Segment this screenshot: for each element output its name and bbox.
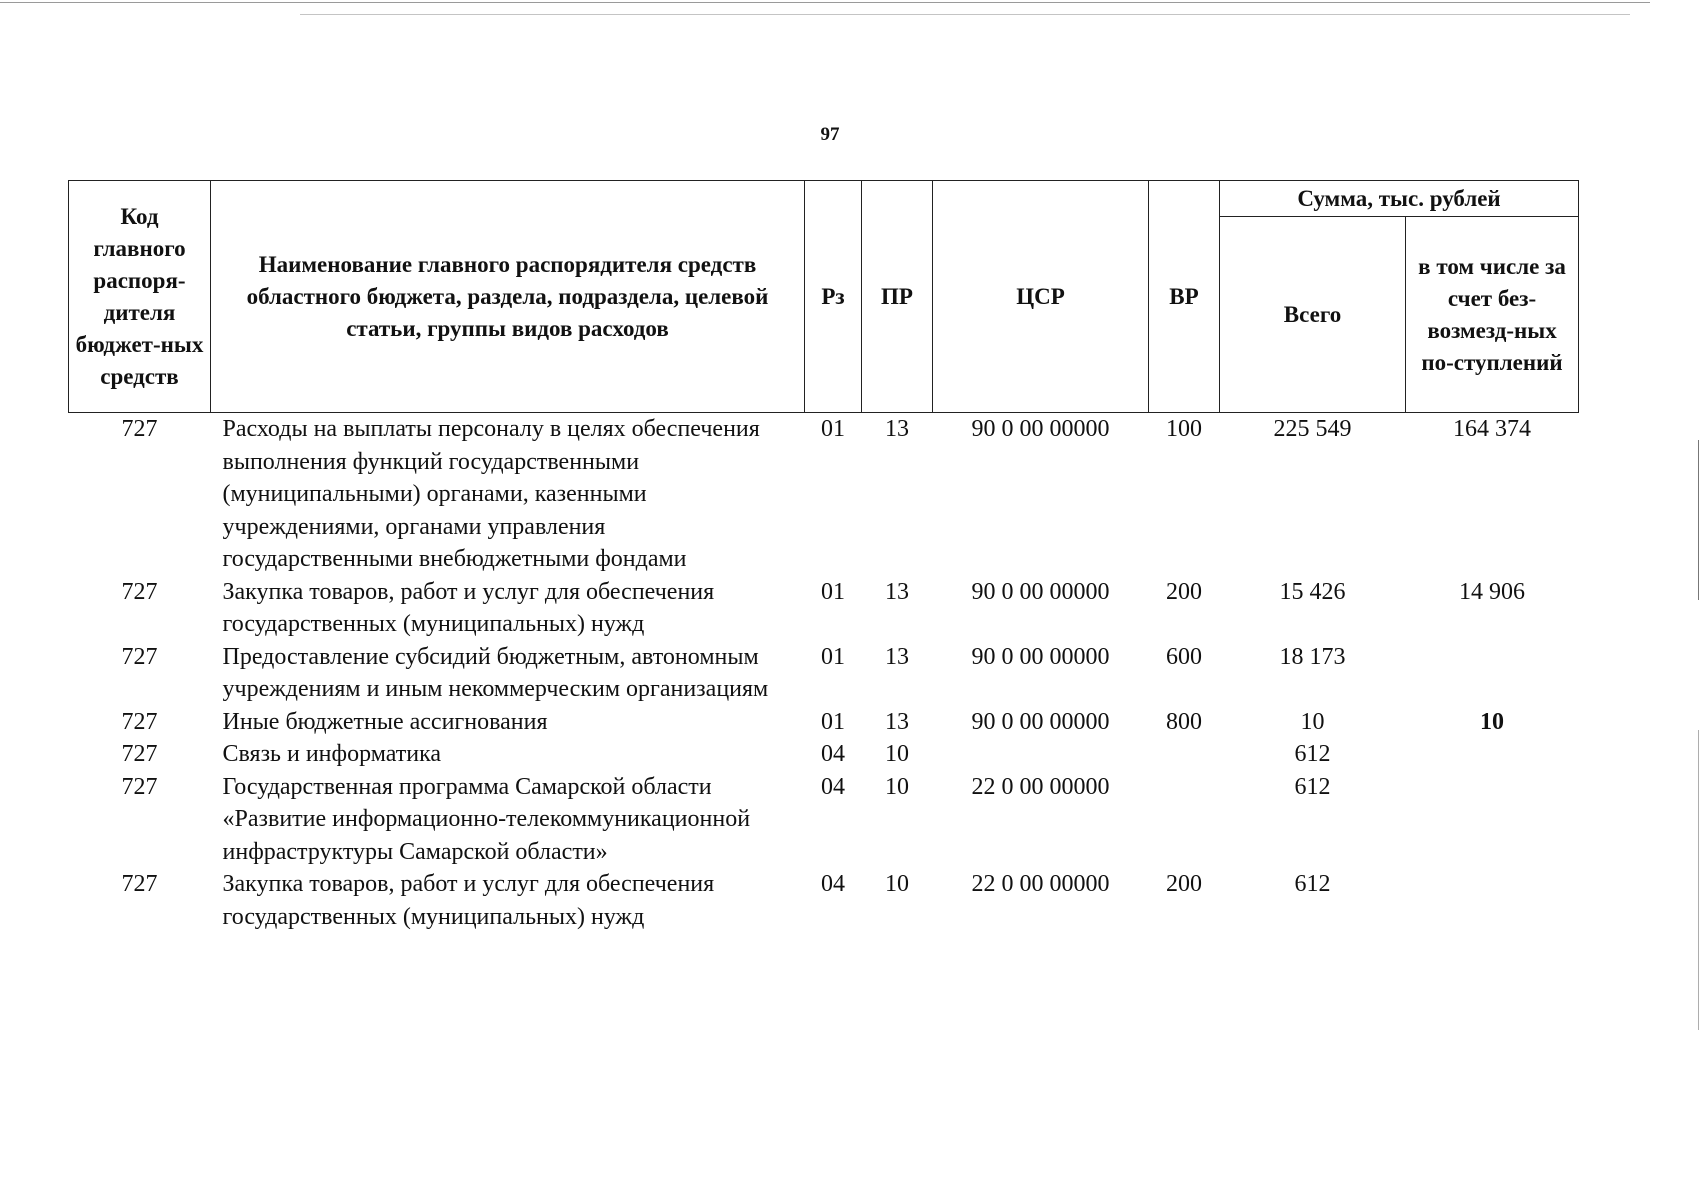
table-row bbox=[69, 868, 1579, 933]
cell-vr: 100 bbox=[1166, 416, 1202, 442]
cell-code: 727 bbox=[121, 708, 158, 735]
table-row bbox=[69, 413, 1579, 576]
cell-code: 727 bbox=[121, 741, 158, 767]
header-gratuitous: в том числе за счет без-возмезд-ных по-ступлений bbox=[1406, 217, 1579, 413]
cell-pr: 13 bbox=[885, 643, 909, 670]
page-number: 97 bbox=[820, 124, 840, 145]
cell-pr: 13 bbox=[885, 416, 909, 442]
cell-total: 612 bbox=[1294, 871, 1331, 897]
cell-total: 225 549 bbox=[1273, 416, 1352, 442]
cell-gratuitous: 10 bbox=[1480, 708, 1504, 735]
scan-artifact bbox=[1698, 730, 1699, 1030]
cell-code: 727 bbox=[121, 416, 158, 442]
cell-vr: 600 bbox=[1166, 643, 1202, 670]
cell-rz: 04 bbox=[821, 773, 845, 800]
cell-rz: 04 bbox=[821, 741, 845, 767]
header-rz: Рз bbox=[805, 181, 862, 413]
cell-code: 727 bbox=[121, 871, 158, 897]
scan-top-edge bbox=[0, 2, 1650, 3]
table-row bbox=[69, 771, 1579, 869]
table-body bbox=[69, 413, 1579, 934]
cell-csr bbox=[933, 738, 1149, 771]
cell-csr: 90 0 00 00000 bbox=[971, 643, 1110, 670]
cell-vr: 800 bbox=[1166, 708, 1202, 735]
cell-rz: 04 bbox=[821, 871, 845, 897]
cell-name: Иные бюджетные ассигнования bbox=[222, 708, 548, 735]
cell-vr bbox=[1149, 771, 1220, 869]
header-csr: ЦСР bbox=[933, 181, 1149, 413]
cell-total: 18 173 bbox=[1279, 643, 1346, 670]
cell-vr bbox=[1149, 738, 1220, 771]
cell-rz: 01 bbox=[821, 416, 845, 442]
cell-rz: 01 bbox=[821, 708, 845, 735]
header-pr: ПР bbox=[862, 181, 933, 413]
cell-vr: 200 bbox=[1166, 871, 1202, 897]
header-name: Наименование главного распорядителя средств областного бюджета, раздела, подраздела, целевой статьи, группы видов расходов bbox=[211, 181, 805, 413]
cell-name: Государственная программа Самарской области «Развитие информационно-телекоммуникационной инфраструктуры Самарской области» bbox=[222, 773, 751, 865]
table-row bbox=[69, 576, 1579, 641]
cell-csr: 22 0 00 00000 bbox=[971, 773, 1110, 800]
cell-gratuitous bbox=[1406, 641, 1579, 706]
cell-total: 612 bbox=[1294, 773, 1331, 800]
cell-name: Связь и информатика bbox=[222, 741, 442, 767]
cell-gratuitous bbox=[1406, 868, 1579, 933]
cell-name: Расходы на выплаты персоналу в целях обеспечения выполнения функций государственными (муниципальными) органами, казенными учреждениями, органами управления государственными внебюджетными фондами bbox=[222, 416, 760, 572]
cell-name: Закупка товаров, работ и услуг для обеспечения государственных (муниципальных) нужд bbox=[222, 578, 715, 637]
cell-pr: 10 bbox=[885, 741, 909, 767]
budget-table bbox=[68, 180, 1579, 933]
cell-code: 727 bbox=[121, 578, 158, 605]
cell-name: Предоставление субсидий бюджетным, автономным учреждениям и иным некоммерческим организациям bbox=[222, 643, 769, 702]
header-total: Всего bbox=[1220, 217, 1406, 413]
cell-total: 15 426 bbox=[1279, 578, 1346, 605]
table-header bbox=[69, 181, 1579, 413]
cell-code: 727 bbox=[121, 643, 158, 670]
cell-gratuitous bbox=[1406, 738, 1579, 771]
cell-name: Закупка товаров, работ и услуг для обеспечения государственных (муниципальных) нужд bbox=[222, 871, 715, 930]
cell-total: 10 bbox=[1300, 708, 1325, 735]
table-row bbox=[69, 738, 1579, 771]
cell-gratuitous bbox=[1406, 771, 1579, 869]
cell-csr: 22 0 00 00000 bbox=[971, 871, 1110, 897]
cell-code: 727 bbox=[121, 773, 158, 800]
cell-total: 612 bbox=[1294, 741, 1331, 767]
cell-vr: 200 bbox=[1166, 578, 1202, 605]
cell-pr: 13 bbox=[885, 708, 909, 735]
table-row bbox=[69, 706, 1579, 739]
cell-csr: 90 0 00 00000 bbox=[971, 708, 1110, 735]
header-sum: Сумма, тыс. рублей bbox=[1220, 181, 1579, 217]
cell-pr: 13 bbox=[885, 578, 909, 605]
table-row bbox=[69, 641, 1579, 706]
cell-csr: 90 0 00 00000 bbox=[971, 578, 1110, 605]
cell-csr: 90 0 00 00000 bbox=[971, 416, 1110, 442]
scan-top-edge-secondary bbox=[300, 14, 1630, 15]
cell-rz: 01 bbox=[821, 643, 845, 670]
header-code: Код главного распоря-дителя бюджет-ных средств bbox=[69, 181, 211, 413]
scan-artifact bbox=[1698, 440, 1699, 600]
cell-pr: 10 bbox=[885, 773, 909, 800]
cell-gratuitous: 14 906 bbox=[1459, 578, 1525, 605]
cell-pr: 10 bbox=[885, 871, 909, 897]
header-vr: ВР bbox=[1149, 181, 1220, 413]
cell-gratuitous: 164 374 bbox=[1453, 416, 1531, 442]
cell-rz: 01 bbox=[821, 578, 845, 605]
